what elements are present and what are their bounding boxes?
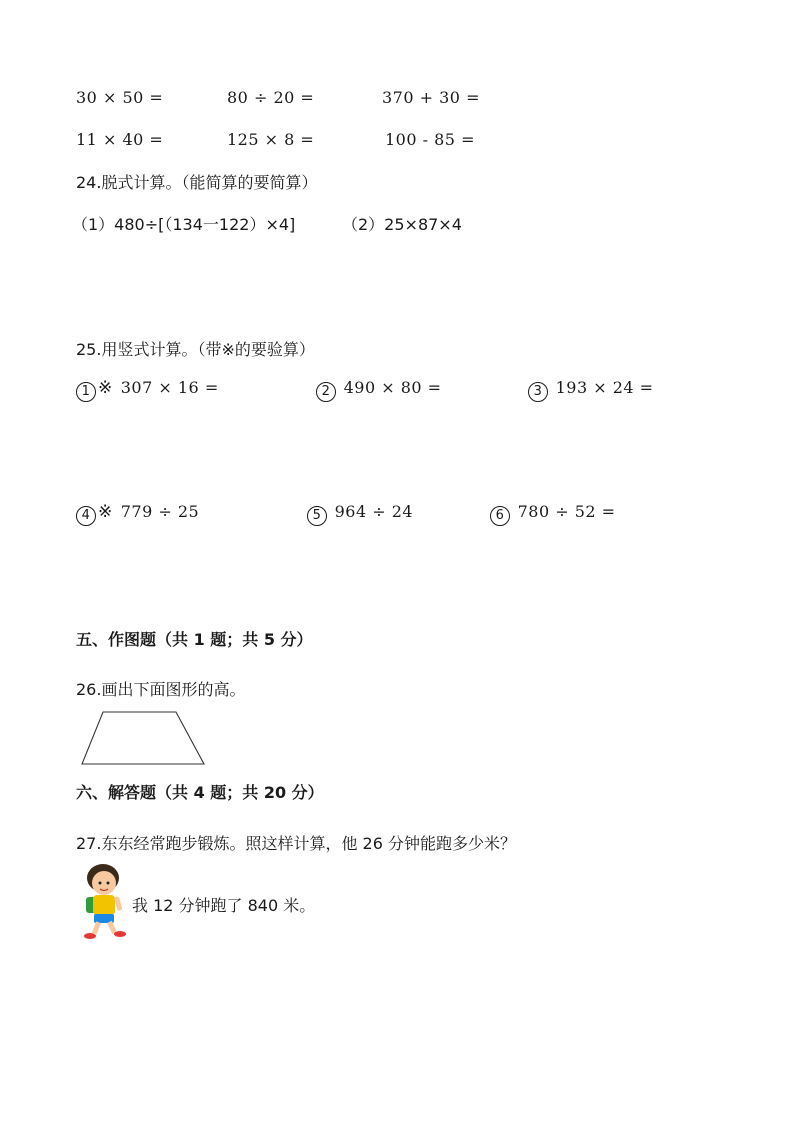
oral-calc-4: 11 × 40 =	[76, 130, 164, 149]
section-5-heading: 五、作图题（共 1 题；共 5 分）	[76, 630, 313, 649]
oral-calc-5: 125 × 8 =	[227, 130, 315, 149]
q25-item-4	[76, 502, 199, 526]
q25-item-2	[316, 378, 442, 402]
circled-number-4: 4	[76, 506, 96, 526]
q27-title: 27.东东经常跑步锻炼。照这样计算，他 26 分钟能跑多少米？	[76, 834, 516, 853]
q26-title: 26.画出下面图形的高。	[76, 680, 246, 699]
section-6-heading: 六、解答题（共 4 题；共 20 分）	[76, 783, 324, 802]
q25-item-3	[528, 378, 654, 402]
running-boy-illustration	[76, 862, 132, 942]
q24-item-1: （1）480÷[（134一122）×4]	[72, 215, 296, 234]
circled-number-5: 5	[307, 506, 327, 526]
circled-number-6: 6	[490, 506, 510, 526]
q25-title: 25.用竖式计算。（带※的要验算）	[76, 340, 315, 359]
q25-expr-6: 780 ÷ 52 =	[517, 502, 616, 521]
oral-calc-6: 100 - 85 =	[385, 130, 475, 149]
q25-expr-5: 964 ÷ 24	[334, 502, 414, 521]
circled-number-1: 1	[76, 382, 96, 402]
q25-item-6	[490, 502, 616, 526]
q25-item-5	[307, 502, 413, 526]
trapezoid-figure	[78, 708, 208, 768]
oral-calc-3: 370 + 30 =	[382, 88, 480, 107]
q24-item-2: （2）25×87×4	[342, 215, 462, 234]
oral-calc-2: 80 ÷ 20 =	[227, 88, 315, 107]
circled-number-2: 2	[316, 382, 336, 402]
speech-text: 我 12 分钟跑了 840 米。	[132, 896, 316, 915]
q25-expr-4: 779 ÷ 25	[120, 502, 200, 521]
reference-mark: ※	[98, 502, 113, 522]
oral-calc-1: 30 × 50 =	[76, 88, 164, 107]
q25-expr-1: 307 × 16 =	[120, 378, 219, 397]
reference-mark: ※	[98, 378, 113, 398]
q25-expr-3: 193 × 24 =	[555, 378, 654, 397]
q24-title: 24.脱式计算。（能简算的要简算）	[76, 173, 318, 192]
circled-number-3: 3	[528, 382, 548, 402]
q25-expr-2: 490 × 80 =	[343, 378, 442, 397]
q25-item-1	[76, 378, 219, 402]
